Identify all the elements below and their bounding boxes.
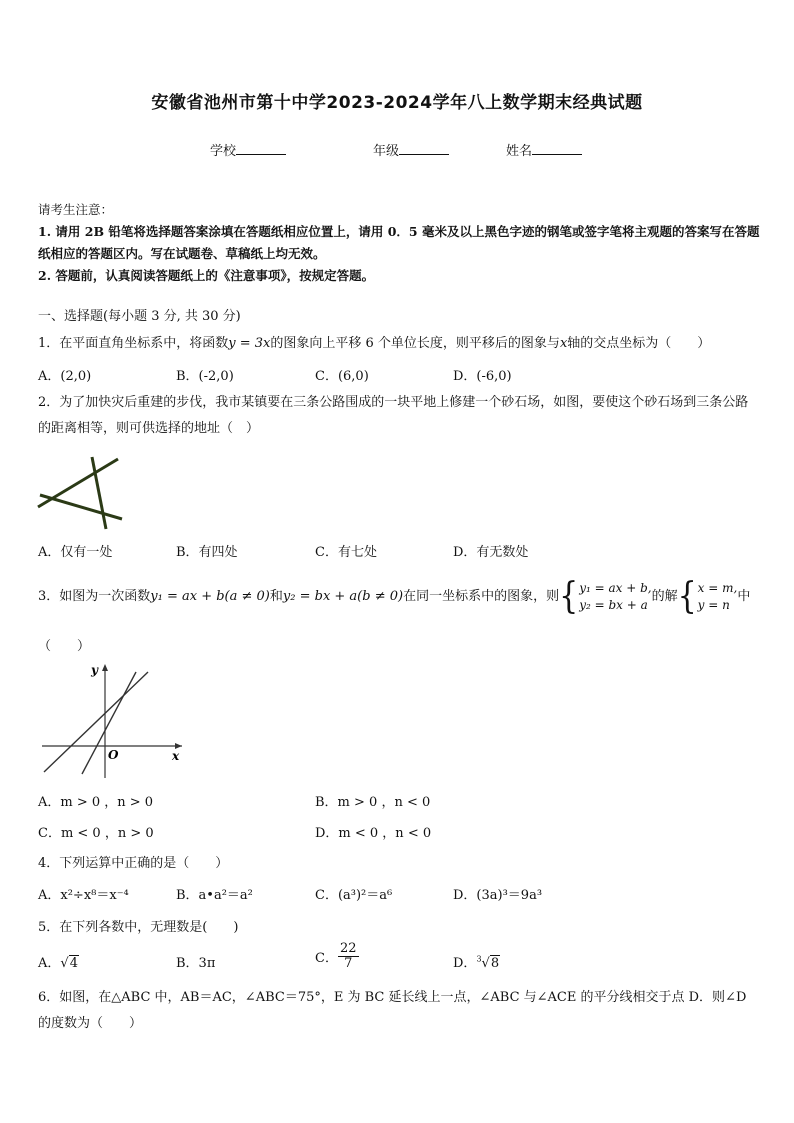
q3-option-b[interactable]: B．m > 0 ，n < 0	[315, 795, 431, 810]
left-brace: {	[677, 574, 697, 617]
school-blank[interactable]	[236, 142, 286, 155]
sqrt-symbol: √	[60, 956, 69, 971]
q2-option-c[interactable]: C．有七处	[315, 545, 377, 560]
q4-option-c[interactable]: C．(a³)²＝a⁶	[315, 888, 393, 903]
equation-system: y₁ = ax + b, y₂ = bx + a	[579, 580, 652, 612]
x-axis-label: x	[172, 749, 180, 763]
notice-heading: 请考生注意：	[38, 202, 114, 217]
solution-system: x = m, y = n	[697, 580, 738, 612]
q1-option-c[interactable]: C．(6,0)	[315, 369, 369, 384]
q3-option-c[interactable]: C．m < 0 ，n > 0	[38, 826, 154, 841]
school-field[interactable]	[210, 140, 286, 159]
road-line-1	[38, 459, 118, 507]
q2-option-a[interactable]: A．仅有一处	[38, 545, 113, 560]
sqrt-symbol: √	[481, 956, 490, 971]
notice-item-2: 2. 答题前，认真阅读答题纸上的《注意事项》，按规定答题。	[38, 268, 375, 283]
q1-option-b[interactable]: B．(-2,0)	[176, 369, 234, 384]
question-6: 6．如图，在△ABC 中，AB＝AC，∠ABC＝75°，E 为 BC 延长线上一点，∠ABC 与∠ACE 的平分线相交于点 D．则∠D 的度数为（ ）	[38, 990, 747, 1031]
question-1: 1．在平面直角坐标系中，将函数y = 3x的图象向上平移 6 个单位长度，则平移后的图象与x轴的交点坐标为（ ）	[38, 336, 711, 351]
q4-option-b[interactable]: B．a•a²＝a²	[176, 888, 253, 903]
question-2: 2．为了加快灾后重建的步伐，我市某镇要在三条公路围成的一块平地上修建一个砂石场，如图，要使这个砂石场到三条公路的距离相等，则可供选择的地址（ ）	[38, 395, 749, 436]
q5-option-d[interactable]: D．$^3$√8	[453, 954, 500, 971]
left-brace: {	[559, 574, 579, 617]
q1-option-a[interactable]: A．(2,0)	[38, 369, 92, 384]
notice-item-1: 1. 请用 2B 铅笔将选择题答案涂填在答题纸相应位置上，请用 0．5 毫米及以上黑色字迹的钢笔或签字笔将主观题的答案写在答题纸相应的答题区内。写在试题卷、草稿纸上均无效。	[38, 224, 760, 261]
q3-answer-paren: （ ）	[38, 639, 91, 654]
q2-option-d[interactable]: D．有无数处	[453, 545, 529, 560]
notice-block	[38, 199, 760, 287]
name-label: 姓名	[506, 144, 533, 159]
q5-option-b[interactable]: B．3π	[176, 956, 216, 971]
name-field[interactable]	[506, 140, 582, 159]
q1-option-d[interactable]: D．(-6,0)	[453, 369, 512, 384]
function-line-1	[44, 672, 148, 772]
question-4: 4．下列运算中正确的是（ ）	[38, 856, 229, 871]
q4-option-d[interactable]: D．(3a)³＝9a³	[453, 888, 543, 903]
question-3: 3．如图为一次函数y₁ = ax + b(a ≠ 0)和y₂ = bx + a(b ≠ 0)在同一坐标系中的图象，则{ y₁ = ax + b, y₂ = bx + a 的解{ x = m, y = n 中	[38, 574, 751, 617]
school-label: 学校	[210, 144, 237, 159]
q3-option-d[interactable]: D．m < 0 ，n < 0	[315, 826, 432, 841]
grade-blank[interactable]	[399, 142, 449, 155]
grade-label: 年级	[373, 144, 400, 159]
q5-option-a[interactable]: A．√4	[38, 956, 78, 971]
road-line-2	[40, 495, 122, 519]
q2-roads-figure	[36, 455, 126, 530]
section-heading: 一、选择题(每小题 3 分, 共 30 分)	[38, 309, 241, 324]
origin-label: O	[108, 748, 119, 762]
q3-graph	[36, 660, 186, 780]
question-5: 5．在下列各数中，无理数是( )	[38, 920, 239, 935]
q4-option-a[interactable]: A．x²÷x⁸＝x⁻⁴	[38, 888, 129, 903]
fraction: $\frac{22}{7}$	[339, 941, 357, 971]
name-blank[interactable]	[532, 142, 582, 155]
grade-field[interactable]	[373, 140, 449, 159]
y-axis-label: y	[91, 663, 98, 677]
q3-option-a[interactable]: A．m > 0 ，n > 0	[38, 795, 154, 810]
page-title: 安徽省池州市第十中学2023-2024学年八上数学期末经典试题	[151, 93, 643, 113]
y-axis-arrow	[102, 664, 108, 671]
q2-option-b[interactable]: B．有四处	[176, 545, 238, 560]
q5-option-c[interactable]: C． $\frac{22}{7}$	[315, 941, 357, 971]
